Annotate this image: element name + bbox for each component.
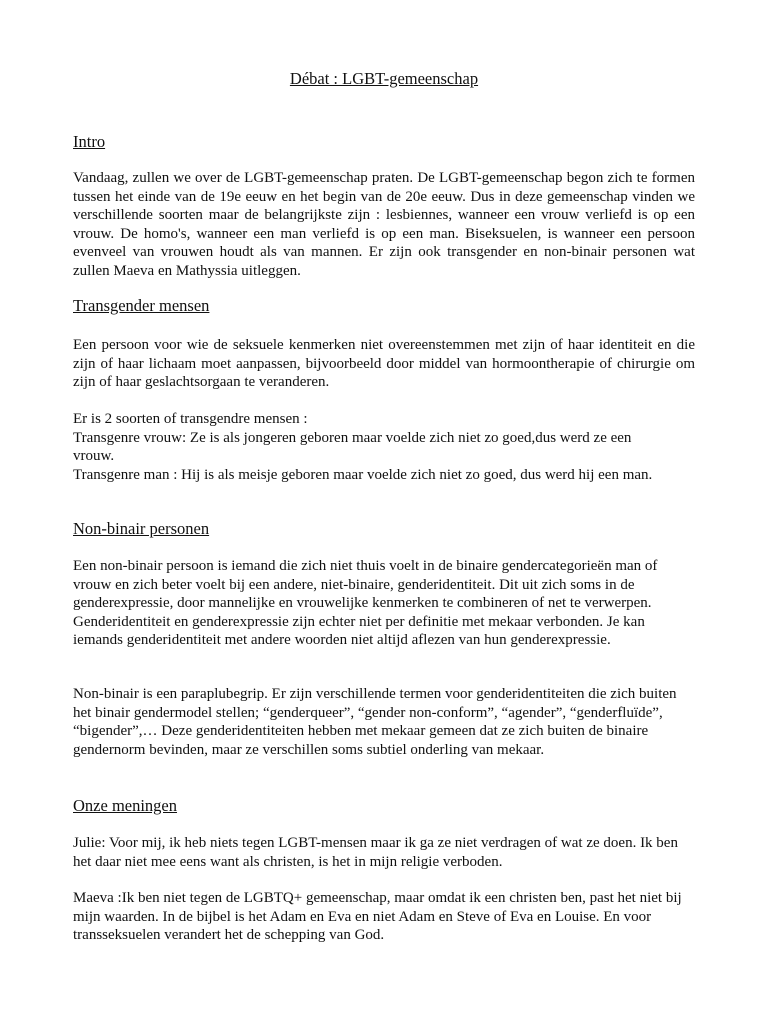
heading-transgender: Transgender mensen [73, 296, 210, 315]
transgender-types [73, 410, 695, 484]
nonbinary-paragraph-2: Non-binair is een paraplubegrip. Er zijn verschillende termen voor genderidentiteiten die zich buiten het binair gendermodel stellen; “genderqueer”, “gender non-conform”, “agender”, “genderfluïde”, “bigender”,… Deze genderidentiteiten hebben met mekaar gemeen dat ze zich buiten de binaire gendernorm bevinden, maar ze verschillen soms subtiel onderling van mekaar. [73, 686, 677, 758]
transgender-types-intro: Er is 2 soorten of transgendre mensen : [73, 411, 308, 427]
document-title: Débat : LGBT-gemeenschap [289, 69, 479, 88]
nonbinary-paragraph-1: Een non-binair persoon is iemand die zich niet thuis voelt in de binaire gendercategorieën man of vrouw en zich beter voelt bij een andere, niet-binaire, genderidentiteit. Dit uit zich soms in de genderexpressie, door mannelijke en vrouwelijke kenmerken te combineren of net te verwerpen. Genderidentiteit en genderexpressie zijn echter niet per definitie met mekaar verbonden. Je kan iemands genderidentiteit met andere woorden niet altijd aflezen van hun genderexpressie. [73, 558, 658, 648]
heading-intro: Intro [73, 132, 106, 151]
heading-opinions: Onze meningen [73, 796, 178, 815]
intro-paragraph: Vandaag, zullen we over de LGBT-gemeenschap praten. De LGBT-gemeenschap begon zich te formen tussen het einde van de 19e eeuw en het begin van de 20e eeuw. Dus in deze gemeenschap vinden we verschillende soorten maar de belangrijkste zijn : lesbiennes, wanneer een vrouw verliefd is op een vrouw. De homo's, wanneer een man verliefd is op een man. Biseksuelen, is wanneer een persoon evenveel van vrouwen houdt als van mannen. Er zijn ook transgender en non-binair personen wat zullen Maeva en Mathyssia uitleggen. [73, 170, 695, 279]
transgender-type-man: Transgenre man : Hij is als meisje geboren maar voelde zich niet zo goed, dus werd hij een man. [73, 466, 653, 483]
transgender-type-woman: Transgenre vrouw: Ze is als jongeren geboren maar voelde zich niet zo goed,dus werd ze een vrouw. [73, 429, 632, 464]
opinion-julie: Julie: Voor mij, ik heb niets tegen LGBT-mensen maar ik ga ze niet verdragen of wat ze doen. Ik ben het daar niet mee eens want als christen, is het in mijn religie verboden. [73, 835, 678, 870]
opinion-maeva: Maeva :Ik ben niet tegen de LGBTQ+ gemeenschap, maar omdat ik een christen ben, past het niet bij mijn waarden. In de bijbel is het Adam en Eva en niet Adam en Steve of Eva en Louise. En voor transseksuelen verandert het de schepping van God. [73, 890, 682, 943]
heading-nonbinary: Non-binair personen [73, 519, 210, 538]
transgender-paragraph: Een persoon voor wie de seksuele kenmerken niet overeenstemmen met zijn of haar identiteit en die zijn of haar lichaam moet aanpassen, bijvoorbeeld door middel van hormoontherapie of chirurgie om zijn of haar geslachtsorgaan te veranderen. [73, 337, 695, 390]
